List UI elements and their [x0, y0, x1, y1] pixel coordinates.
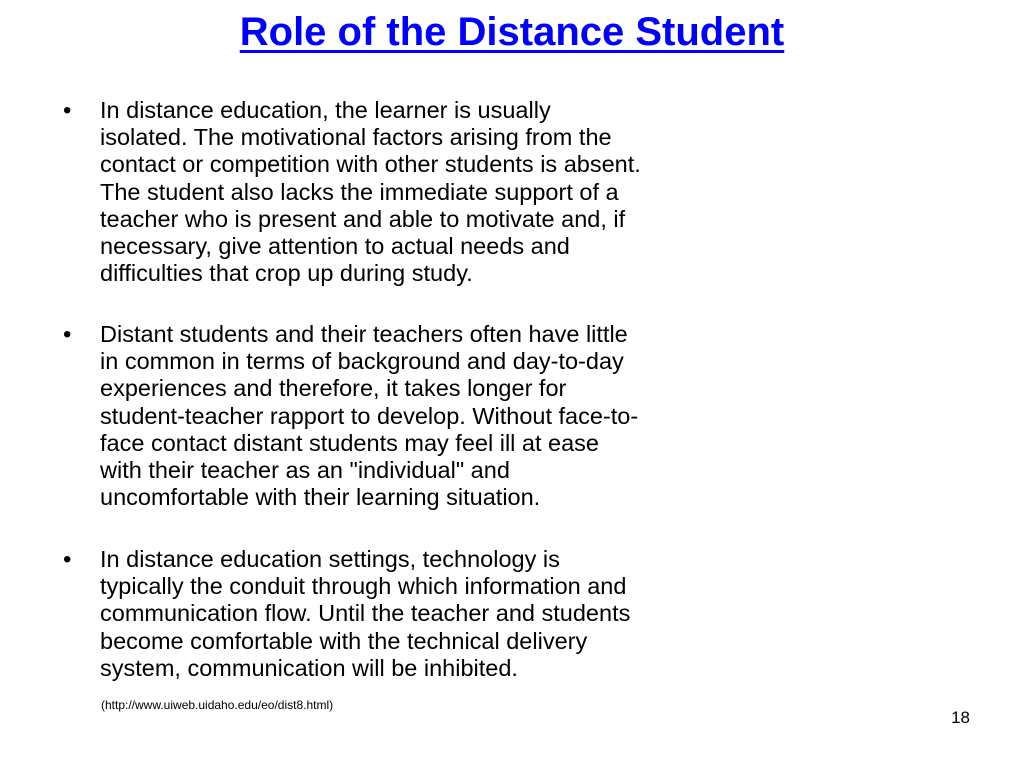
source-citation: (http://www.uiweb.uidaho.edu/eo/dist8.html): [101, 698, 334, 712]
bullet-text: [100, 97, 760, 287]
bullet-line: uncomfortable with their learning situation.: [100, 484, 541, 511]
bullet-line: with their teacher as an "individual" and: [100, 457, 510, 484]
bullet-line: experiences and therefore, it takes longer for: [100, 375, 567, 402]
bullet-line: In distance education settings, technology is: [100, 546, 560, 572]
bullet-line: difficulties that crop up during study.: [100, 260, 473, 287]
bullet-line: In distance education, the learner is usually: [100, 97, 551, 123]
bullet-text: [100, 321, 760, 511]
page-number: 18: [951, 708, 970, 727]
bullet-line: communication flow. Until the teacher and students: [100, 600, 631, 627]
bullet-line: face contact distant students may feel ill at ease: [100, 429, 599, 456]
bullet-line: become comfortable with the technical delivery: [100, 627, 588, 654]
bullet-marker: •: [63, 97, 72, 124]
slide-title: Role of the Distance Student: [239, 10, 785, 54]
bullet-line: typically the conduit through which information and: [100, 573, 627, 600]
bullet-line: Distant students and their teachers often have little: [100, 321, 628, 347]
bullet-line: necessary, give attention to actual needs and: [100, 233, 570, 260]
bullet-text: [100, 546, 760, 682]
bullet-marker: •: [63, 546, 72, 573]
bullet-line: in common in terms of background and day-to-day: [100, 348, 624, 375]
bullet-line: teacher who is present and able to motivate and, if: [100, 205, 626, 232]
bullet-marker: •: [63, 321, 72, 348]
bullet-line: isolated. The motivational factors arising from the: [100, 124, 612, 151]
bullet-line: The student also lacks the immediate support of a: [100, 178, 619, 205]
bullet-line: student-teacher rapport to develop. Without face-to-: [100, 402, 639, 429]
bullet-line: system, communication will be inhibited.: [100, 654, 518, 681]
bullet-line: contact or competition with other students is absent.: [100, 151, 641, 178]
